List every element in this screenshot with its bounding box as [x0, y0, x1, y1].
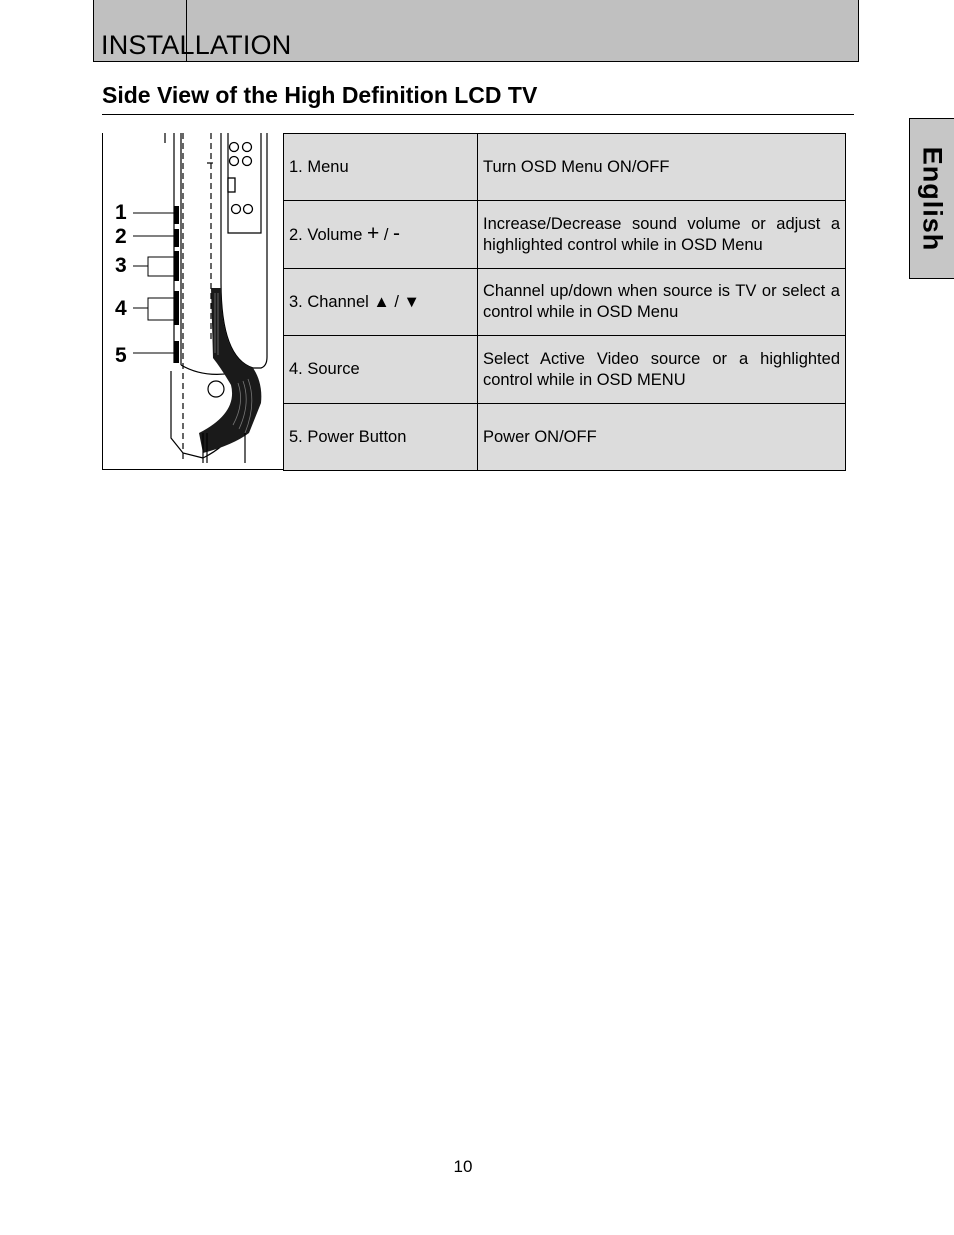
- callout-5: 5: [115, 344, 127, 367]
- callout-1: 1: [115, 201, 127, 224]
- control-name: 4. Source: [284, 336, 478, 404]
- table-row: [284, 201, 846, 269]
- controls-table: [283, 133, 846, 471]
- control-description: Power ON/OFF: [478, 404, 846, 471]
- page-title: INSTALLATION: [101, 30, 292, 60]
- triangle-down-icon: ▼: [403, 292, 420, 311]
- language-tab: [909, 118, 954, 279]
- control-description: Select Active Video source or a highlighted control while in OSD MENU: [478, 336, 846, 404]
- slash-separator: /: [389, 292, 404, 311]
- slash-separator: /: [379, 226, 393, 244]
- section-divider: [102, 114, 854, 115]
- table-row: [284, 269, 846, 336]
- language-tab-label: English: [917, 146, 948, 251]
- callout-4: 4: [115, 297, 127, 320]
- table-row: [284, 404, 846, 471]
- control-name: 5. Power Button: [284, 404, 478, 471]
- tv-side-view-figure: [102, 133, 284, 470]
- callout-3: 3: [115, 254, 127, 277]
- page-number: 10: [453, 1157, 473, 1176]
- control-name-text: 3. Channel: [289, 292, 374, 311]
- control-description: Increase/Decrease sound volume or adjust a highlighted control while in OSD Menu: [478, 201, 846, 269]
- control-description: Channel up/down when source is TV or select a control while in OSD Menu: [478, 269, 846, 336]
- table-row: [284, 134, 846, 201]
- control-name-text: 2. Volume: [289, 226, 367, 244]
- plus-symbol: +: [366, 222, 380, 245]
- callout-2: 2: [115, 225, 127, 248]
- minus-symbol: -: [393, 222, 400, 245]
- control-name: [284, 269, 478, 336]
- tv-side-illustration: [103, 133, 285, 470]
- triangle-up-icon: ▲: [373, 292, 390, 311]
- table-row: [284, 336, 846, 404]
- section-title: Side View of the High Definition LCD TV: [102, 82, 538, 108]
- control-description: Turn OSD Menu ON/OFF: [478, 134, 846, 201]
- control-name: [284, 201, 478, 269]
- control-name: 1. Menu: [284, 134, 478, 201]
